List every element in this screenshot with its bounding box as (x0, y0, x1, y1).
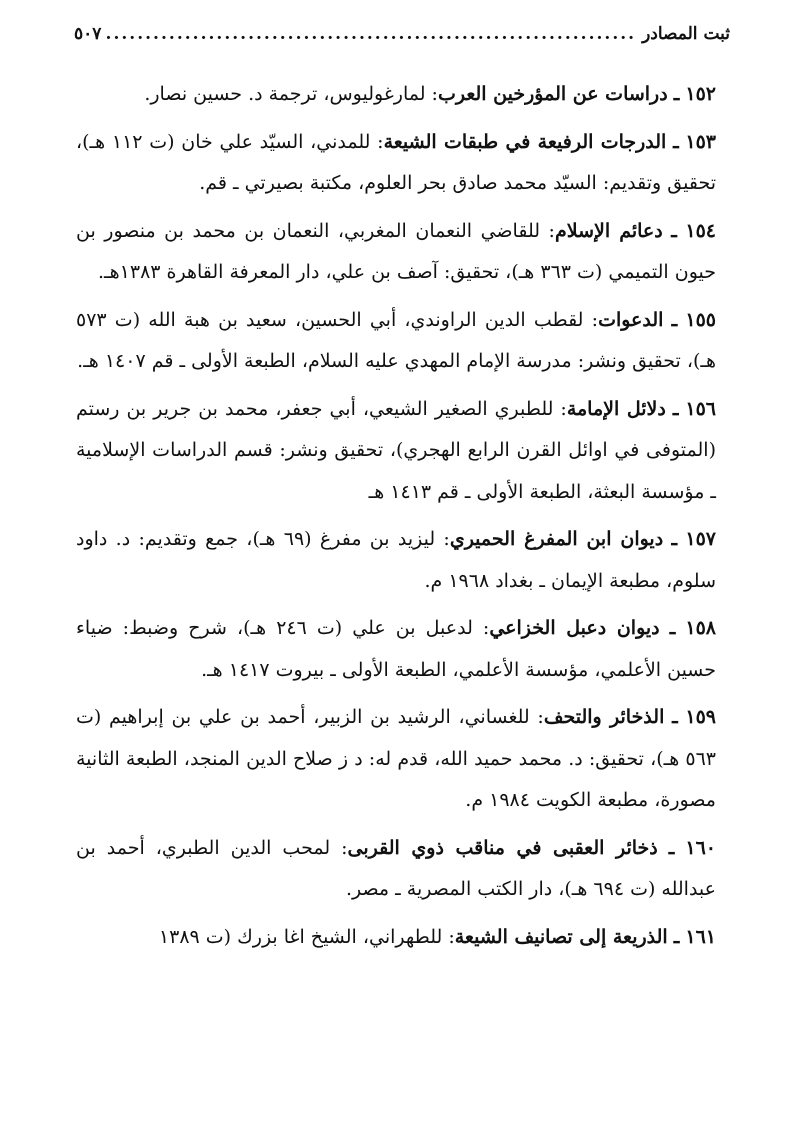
entry-title: الدعوات (598, 308, 664, 331)
entry-number: ١٦٠ (685, 836, 716, 859)
entry-number: ١٥٩ (685, 706, 716, 728)
entry-title: ديوان ابن المفرغ الحميري (449, 528, 664, 550)
entry-title: دعائم الإسلام (554, 219, 663, 242)
entry-number: ١٥٢ (685, 83, 716, 105)
bibliography-entry: ١٥٩ ـ الذخائر والتحف: للغساني، الرشيد بن الزبير، أحمد بن علي بن إبراهيم (ت ٥٦٣ هـ)، تحقيق: د. محمد حميد الله، قدم له: د ز صلاح الدين المنجد، الطبعة الثانية مصورة، مطبعة الكويت ١٩٨٤ م. (76, 706, 716, 811)
entry-body: : لدعبل بن علي (ت ٢٤٦ هـ)، شرح وضبط: ضياء حسين الأعلمي، مؤسسة الأعلمي، الطبعة الأولى ـ بيروت ١٤١٧ هـ. (76, 617, 716, 681)
bibliography-entry: ١٥٨ ـ ديوان دعبل الخزاعي: لدعبل بن علي (ت ٢٤٦ هـ)، شرح وضبط: ضياء حسين الأعلمي، مؤسسة الأعلمي، الطبعة الأولى ـ بيروت ١٤١٧ هـ. (76, 617, 716, 681)
entry-number: ١٥٤ (685, 219, 716, 242)
bibliography-entry: ١٥٤ ـ دعائم الإسلام: للقاضي النعمان المغربي، النعمان بن محمد بن منصور بن حيون التميمي (ت ٣٦٣ هـ)، تحقيق: آصف بن علي، دار المعرفة القاهرة ١٣٨٣هـ. (76, 219, 716, 283)
entry-body: : للقاضي النعمان المغربي، النعمان بن محمد بن منصور بن حيون التميمي (ت ٣٦٣ هـ)، تحقيق: آصف بن علي، دار المعرفة القاهرة ١٣٨٣هـ. (76, 219, 716, 283)
entry-number: ١٥٧ (685, 528, 717, 550)
entry-title: ذخائر العقبى في مناقب ذوي القربى (347, 836, 658, 859)
bibliography-entry: ١٥٢ ـ دراسات عن المؤرخين العرب: لمارغوليوس، ترجمة د. حسين نصار. (144, 83, 716, 105)
entry-body: : للطبري الصغير الشيعي، أبي جعفر، محمد بن جرير بن رستم (المتوفى في اوائل القرن الرابع الهجري)، تحقيق ونشر: قسم الدراسات الإسلامية ـ مؤسسة البعثة، الطبعة الأولى ـ قم ١٤١٣ هـ (76, 397, 716, 503)
bibliography-list (76, 74, 730, 958)
entry-body: : للطهراني، الشيخ اغا بزرك (ت ١٣٨٩ (158, 925, 455, 948)
entry-body: : لقطب الدين الراوندي، أبي الحسين، سعيد بن هبة الله (ت ٥٧٣ هـ)، تحقيق ونشر: مدرسة الإمام المهدي عليه السلام، الطبعة الأولى ـ قم ١٤٠٧ هـ. (76, 308, 716, 372)
entry-body: : للغساني، الرشيد بن الزبير، أحمد بن علي بن إبراهيم (ت ٥٦٣ هـ)، تحقيق: د. محمد حميد الله، قدم له: د ز صلاح الدين المنجد، الطبعة الثانية مصورة، مطبعة الكويت ١٩٨٤ م. (76, 706, 716, 811)
bibliography-entry: ١٥٦ ـ دلائل الإمامة: للطبري الصغير الشيعي، أبي جعفر، محمد بن جرير بن رستم (المتوفى في اوائل القرن الرابع الهجري)، تحقيق ونشر: قسم الدراسات الإسلامية ـ مؤسسة البعثة، الطبعة الأولى ـ قم ١٤١٣ هـ (76, 397, 717, 503)
entry-number: ١٥٨ (685, 617, 716, 639)
entry-title: دلائل الإمامة (566, 397, 666, 420)
entry-title: الذريعة إلى تصانيف الشيعة (454, 925, 668, 948)
bibliography-entry: ١٦١ ـ الذريعة إلى تصانيف الشيعة: للطهراني، الشيخ اغا بزرك (ت ١٣٨٩ (158, 925, 716, 948)
entry-body: : ليزيد بن مفرغ (٦٩ هـ)، جمع وتقديم: د. داود سلوم، مطبعة الإيمان ـ بغداد ١٩٦٨ م. (76, 528, 716, 592)
entry-title: دراسات عن المؤرخين العرب (437, 83, 668, 105)
entry-number: ١٥٦ (685, 397, 717, 420)
bibliography-entry: ١٦٠ ـ ذخائر العقبى في مناقب ذوي القربى: لمحب الدين الطبري، أحمد بن عبدالله (ت ٦٩٤ هـ)، دار الكتب المصرية ـ مصر. (76, 836, 716, 900)
bibliography-entry: ١٥٥ ـ الدعوات: لقطب الدين الراوندي، أبي الحسين، سعيد بن هبة الله (ت ٥٧٣ هـ)، تحقيق ونشر: مدرسة الإمام المهدي عليه السلام، الطبعة الأولى ـ قم ١٤٠٧ هـ. (76, 308, 716, 372)
page-number: ٥٠٧ (74, 24, 102, 44)
entry-title: الدرجات الرفيعة في طبقات الشيعة (383, 130, 667, 153)
entry-body: : للمدني، السيّد علي خان (ت ١١٢ هـ)، تحقيق وتقديم: السيّد محمد صادق بحر العلوم، مكتبة بصيرتي ـ قم. (76, 130, 716, 194)
entry-number: ١٥٣ (685, 130, 717, 153)
entry-body: : لمارغوليوس، ترجمة د. حسين نصار. (144, 83, 438, 105)
header-dot-leader (107, 24, 636, 44)
entry-number: ١٦١ (685, 925, 716, 948)
entry-title: الذخائر والتحف (543, 706, 665, 728)
header-title: ثبت المصادر (642, 24, 730, 44)
entry-body: : لمحب الدين الطبري، أحمد بن عبدالله (ت ٦٩٤ هـ)، دار الكتب المصرية ـ مصر. (76, 836, 716, 900)
bibliography-entry: ١٥٣ ـ الدرجات الرفيعة في طبقات الشيعة: للمدني، السيّد علي خان (ت ١١٢ هـ)، تحقيق وتقديم: السيّد محمد صادق بحر العلوم، مكتبة بصيرتي ـ قم. (76, 130, 717, 194)
bibliography-entry: ١٥٧ ـ ديوان ابن المفرغ الحميري: ليزيد بن مفرغ (٦٩ هـ)، جمع وتقديم: د. داود سلوم، مطبعة الإيمان ـ بغداد ١٩٦٨ م. (76, 528, 717, 592)
entry-title: ديوان دعبل الخزاعي (489, 617, 660, 639)
running-header (74, 24, 730, 56)
entry-number: ١٥٥ (685, 308, 716, 331)
